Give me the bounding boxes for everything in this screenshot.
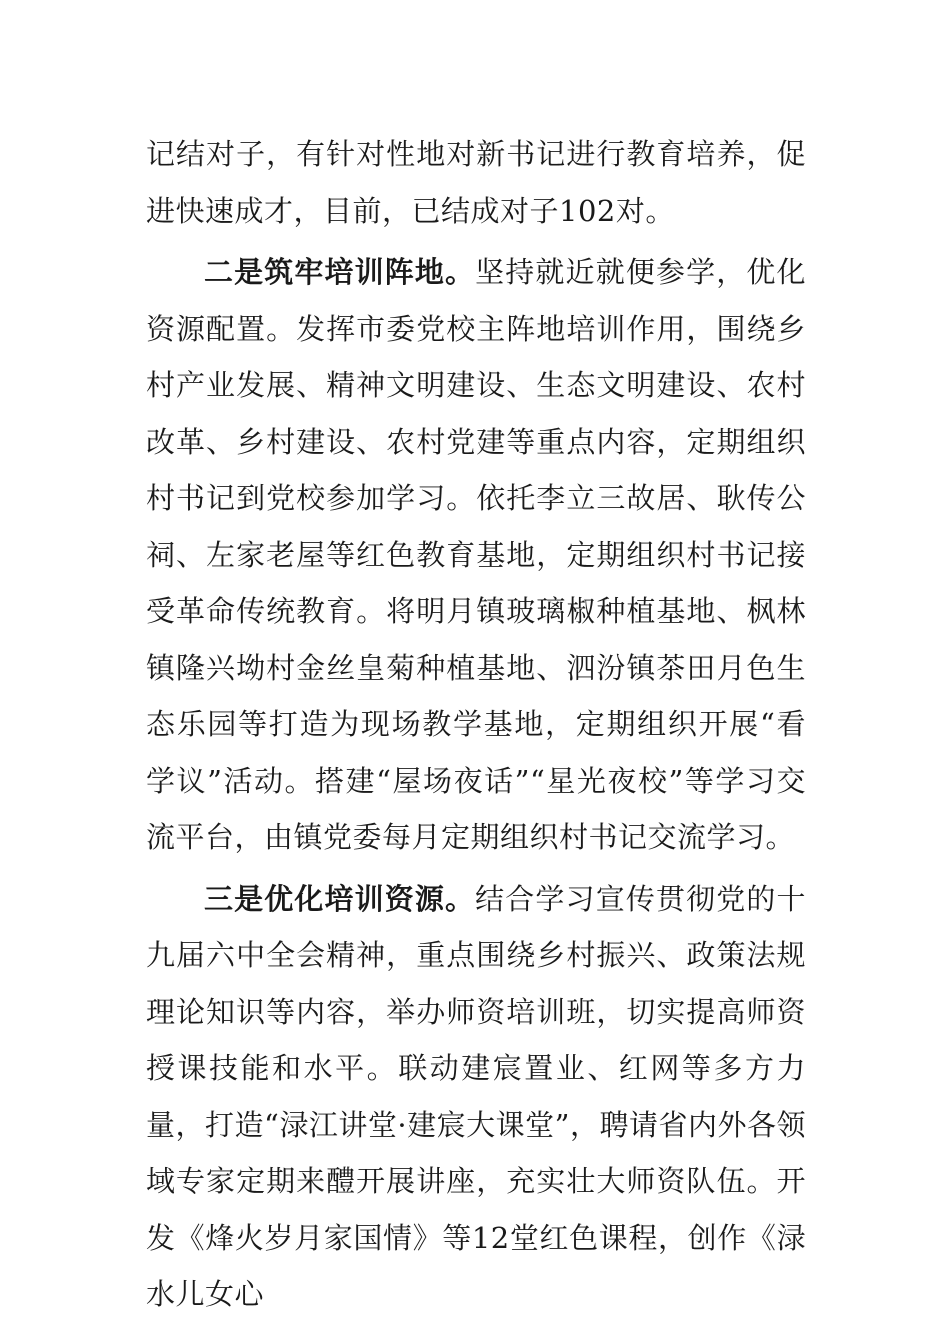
paragraph-text: 结合学习宣传贯彻党的十九届六中全会精神，重点围绕乡村振兴、政策法规理论知识等内容，举办师资培训班，切实提高师资授课技能和水平。联动建宸置业、红网等多方力量，打造“渌江讲堂·建宸大课堂”，聘请省内外各领域专家定期来醴开展讲座，充实壮大师资队伍。开发《烽火岁月家国情》等12堂红色课程，创作《渌水儿女心	[146, 881, 806, 1311]
paragraph-training-base	[146, 244, 806, 866]
paragraph-continuation	[146, 126, 806, 239]
paragraph-heading: 三是优化培训资源。	[204, 881, 476, 916]
paragraph-text: 坚持就近就便参学，优化资源配置。发挥市委党校主阵地培训作用，围绕乡村产业发展、精神文明建设、生态文明建设、农村改革、乡村建设、农村党建等重点内容，定期组织村书记到党校参加学习。依托李立三故居、耿传公祠、左家老屋等红色教育基地，定期组织村书记接受革命传统教育。将明月镇玻璃椒种植基地、枫林镇隆兴坳村金丝皇菊种植基地、泗汾镇茶田月色生态乐园等打造为现场教学基地，定期组织开展“看学议”活动。搭建“屋场夜话”“星光夜校”等学习交流平台，由镇党委每月定期组织村书记交流学习。	[146, 255, 806, 854]
paragraph-training-resources	[146, 871, 806, 1323]
paragraph-heading: 二是筑牢培训阵地。	[204, 255, 476, 289]
document-page	[146, 126, 806, 1323]
paragraph-text: 记结对子，有针对性地对新书记进行教育培养，促进快速成才，目前，已结成对子102对。	[146, 137, 806, 228]
